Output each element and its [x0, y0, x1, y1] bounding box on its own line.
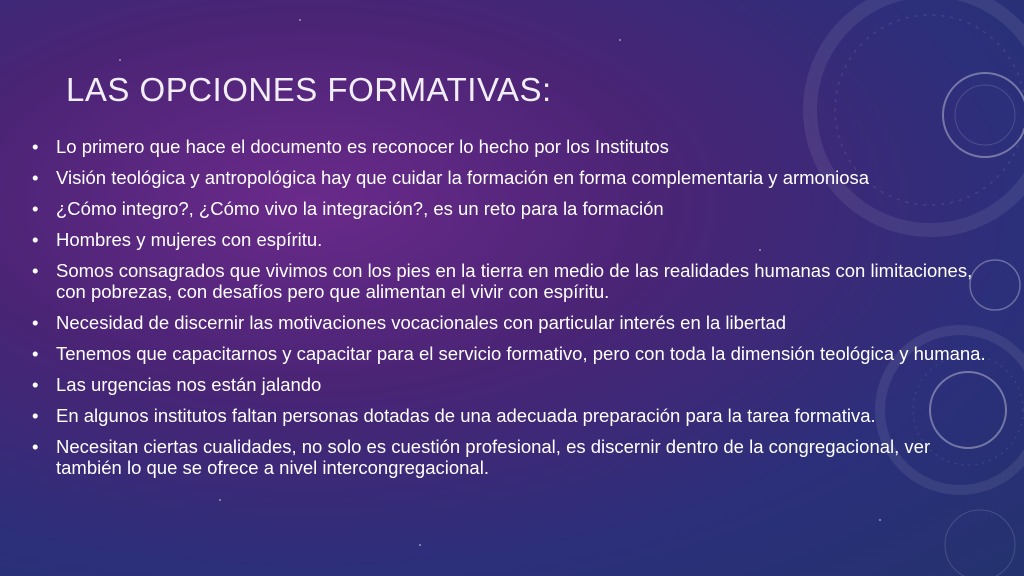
- bullet-item: • Tenemos que capacitarnos y capacitar para el servicio formativo, pero con toda la dimensión teológica y humana.: [30, 343, 990, 364]
- bullet-item: • Visión teológica y antropológica hay que cuidar la formación en forma complementaria y armoniosa: [30, 167, 990, 188]
- bullet-item: • Somos consagrados que vivimos con los pies en la tierra en medio de las realidades humanas con limitaciones, con pobrezas, con desafíos pero que alimentan el vivir con espíritu.: [30, 260, 990, 302]
- bullet-item: • Necesitan ciertas cualidades, no solo es cuestión profesional, es discernir dentro de la congregacional, ver también lo que se ofrece a nivel intercongregacional.: [30, 436, 990, 478]
- slide-title: LAS OPCIONES FORMATIVAS:: [66, 71, 552, 108]
- bullet-item: • En algunos institutos faltan personas dotadas de una adecuada preparación para la tarea formativa.: [30, 405, 990, 426]
- bullet-item: • Las urgencias nos están jalando: [30, 374, 990, 395]
- bullet-list: [30, 136, 990, 488]
- bullet-item: • ¿Cómo integro?, ¿Cómo vivo la integración?, es un reto para la formación: [30, 198, 990, 219]
- bullet-item: • Hombres y mujeres con espíritu.: [30, 229, 990, 250]
- bullet-item: • Necesidad de discernir las motivaciones vocacionales con particular interés en la libertad: [30, 312, 990, 333]
- bullet-item: • Lo primero que hace el documento es reconocer lo hecho por los Institutos: [30, 136, 990, 157]
